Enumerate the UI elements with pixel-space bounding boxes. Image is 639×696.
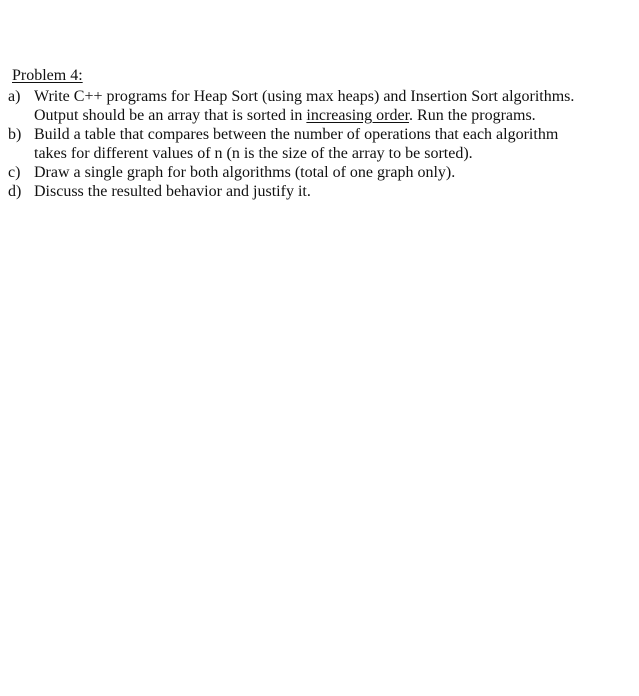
item-b-line-1: Build a table that compares between the number of operations that each algorithm (34, 126, 559, 143)
list-marker: c) (8, 164, 21, 181)
item-b-line-2: takes for different values of n (n is the size of the array to be sorted). (34, 145, 473, 162)
list-item-d (8, 182, 634, 201)
item-c-line-1: Draw a single graph for both algorithms (total of one graph only). (34, 164, 456, 181)
item-a-line-2-end: . Run the programs. (409, 107, 536, 124)
list-marker: a) (8, 88, 21, 105)
list-marker: b) (8, 126, 22, 143)
list-item-b (8, 125, 634, 163)
problem-heading: Problem 4: (12, 67, 83, 84)
problem-list (8, 87, 634, 201)
item-a-line-2 (34, 106, 634, 125)
list-marker: d) (8, 183, 22, 200)
underlined-phrase: increasing order (306, 107, 410, 124)
list-item-c (8, 163, 634, 182)
list-item-a (8, 87, 634, 125)
item-a-line-2-start: Output should be an array that is sorted in (34, 107, 307, 124)
item-d-line-1: Discuss the resulted behavior and justify it. (34, 183, 311, 200)
item-a-line-1: Write C++ programs for Heap Sort (using max heaps) and Insertion Sort algorithms. (34, 88, 575, 105)
